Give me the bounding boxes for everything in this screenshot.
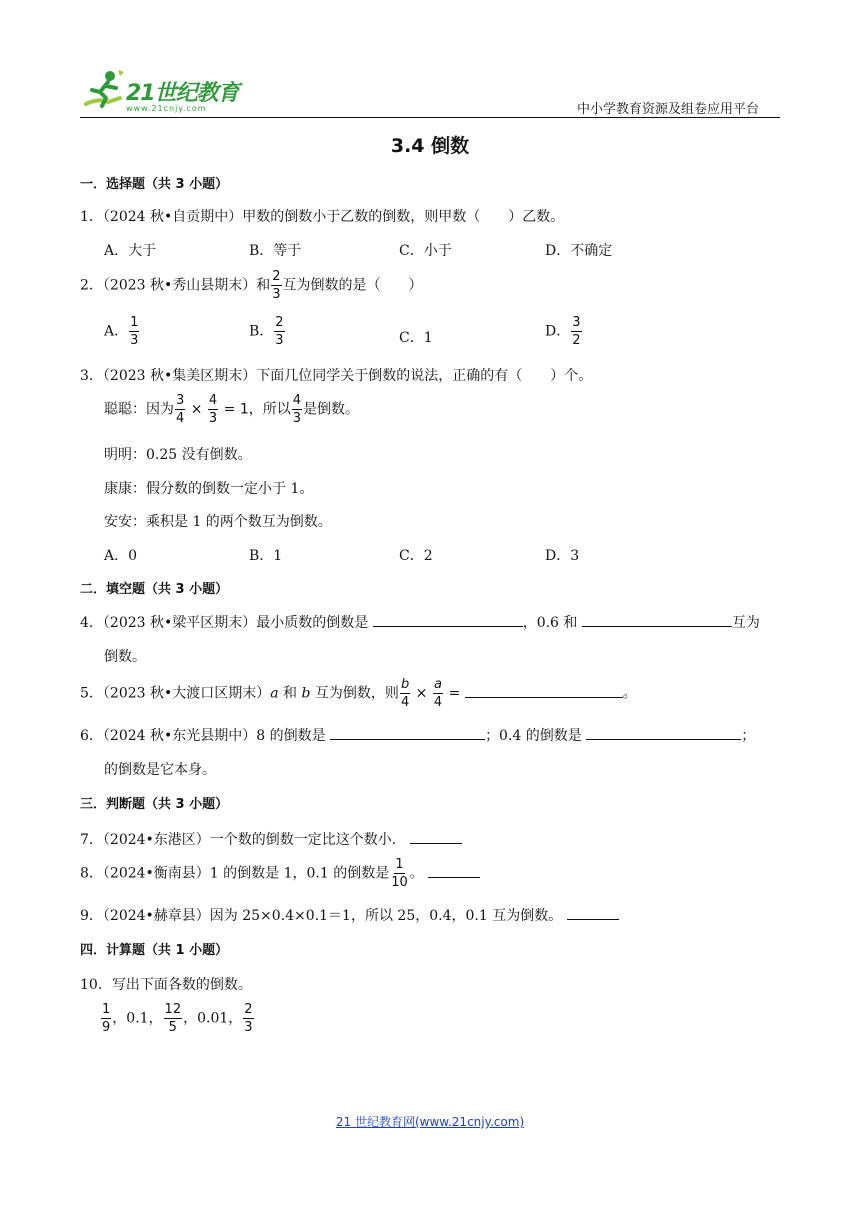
q6-text-end: ； bbox=[741, 728, 756, 744]
q4-blank-2[interactable] bbox=[582, 612, 732, 627]
question-7 bbox=[80, 829, 462, 849]
question-10: 10．写出下面各数的倒数。 bbox=[80, 977, 252, 993]
q8-text-post: 。 bbox=[409, 865, 424, 882]
q2-d-den: 2 bbox=[572, 333, 581, 348]
q2-option-b-fraction bbox=[274, 316, 284, 347]
q10-f1-den: 9 bbox=[102, 1020, 111, 1035]
q3-option-a: A．0 bbox=[104, 548, 138, 564]
section-heading-choice: 一．选择题（共 3 小题） bbox=[80, 177, 229, 192]
section-heading-calc: 四．计算题（共 1 小题） bbox=[80, 943, 229, 958]
q5-text-mid: 互为倒数，则 bbox=[310, 685, 399, 702]
q4-text-post: 互为 bbox=[731, 615, 760, 631]
q3-f1-num: 3 bbox=[176, 393, 185, 408]
q3-l1-pre: 聪聪：因为 bbox=[104, 401, 174, 418]
q6-line-2: 的倒数是它本身。 bbox=[104, 762, 216, 778]
q2-option-d-fraction bbox=[571, 316, 581, 347]
q2-b-num: 2 bbox=[275, 315, 284, 330]
q8-text-pre: 8．（2024•衡南县）1 的倒数是 1，0.1 的倒数是 bbox=[80, 865, 390, 882]
question-1: 1．（2024 秋•自贡期中）甲数的倒数小于乙数的倒数，则甲数（ ）乙数。 bbox=[80, 209, 565, 225]
q6-text-mid: ；0.4 的倒数是 bbox=[485, 728, 582, 744]
q4-line-2: 倒数。 bbox=[104, 649, 146, 665]
q2-a-den: 3 bbox=[130, 333, 139, 348]
q3-option-b: B．1 bbox=[249, 548, 283, 564]
q5-blank[interactable] bbox=[465, 683, 623, 698]
section-heading-fill: 二．填空题（共 3 小题） bbox=[80, 582, 229, 597]
q3-option-c: C．2 bbox=[399, 548, 433, 564]
q3-f3-num: 4 bbox=[292, 393, 302, 408]
q2-b-den: 3 bbox=[275, 333, 284, 348]
q9-text: 9．（2024•赫章县）因为 25×0.4×0.1＝1，所以 25，0.4，0.1 互为倒数。 bbox=[80, 908, 563, 924]
q3-frac-4-3-b bbox=[292, 394, 302, 425]
q2-d-num: 3 bbox=[572, 315, 581, 330]
q6-text-pre: 6．（2024 秋•东光县期中）8 的倒数是 bbox=[80, 728, 326, 744]
q3-statement-anan: 安安：乘积是 1 的两个数互为倒数。 bbox=[104, 514, 332, 530]
q1-option-a: A．大于 bbox=[104, 243, 157, 259]
q2-text-pre: 2．（2023 秋•秀山县期末）和 bbox=[80, 277, 271, 294]
platform-name: 中小学教育资源及组卷应用平台 bbox=[577, 102, 760, 117]
question-8 bbox=[80, 858, 480, 889]
q10-f1-num: 1 bbox=[102, 1002, 111, 1017]
q2-option-d bbox=[545, 316, 583, 347]
q2-frac-num: 2 bbox=[272, 269, 281, 284]
q3-equals-one: = 1 bbox=[223, 401, 249, 418]
q3-option-d: D．3 bbox=[545, 548, 580, 564]
logo bbox=[80, 68, 250, 118]
q1-option-b: B．等于 bbox=[249, 243, 302, 259]
header-rule bbox=[80, 117, 780, 118]
q4-blank-1[interactable] bbox=[373, 612, 523, 627]
q2-a-num: 1 bbox=[130, 315, 139, 330]
q5-frac-b-4 bbox=[400, 678, 410, 709]
q5-text-end: 。 bbox=[622, 685, 637, 702]
q10-f2-num: 12 bbox=[164, 1002, 182, 1017]
section-heading-judge: 三．判断题（共 3 小题） bbox=[80, 797, 229, 812]
q5-f1-den: 4 bbox=[400, 695, 410, 710]
q5-times: × bbox=[415, 685, 428, 702]
q8-num: 1 bbox=[395, 857, 404, 872]
q1-option-c: C．小于 bbox=[399, 243, 452, 259]
q10-sep-2: ，0.01， bbox=[183, 1010, 243, 1027]
page-title: 3.4 倒数 bbox=[390, 135, 470, 157]
question-5 bbox=[80, 678, 637, 709]
logo-url-text: www.21cnjy.com bbox=[126, 104, 207, 113]
q4-text-mid: ，0.6 和 bbox=[522, 615, 578, 631]
q4-text-pre: 4．（2023 秋•梁平区期末）最小质数的倒数是 bbox=[80, 615, 369, 631]
q10-frac-1-9 bbox=[101, 1003, 111, 1034]
q3-times: × bbox=[190, 401, 203, 418]
q3-l1-post: 是倒数。 bbox=[303, 401, 360, 418]
q3-f3-den: 3 bbox=[292, 411, 302, 426]
q5-f1-num: b bbox=[400, 677, 410, 692]
q3-statement-kangkang: 康康：假分数的倒数一定小于 1。 bbox=[104, 481, 314, 497]
q2-text-post: 互为倒数的是（ ） bbox=[282, 277, 423, 294]
q8-den: 10 bbox=[391, 875, 408, 890]
question-9 bbox=[80, 905, 619, 925]
q5-text-pre: 5．（2023 秋•大渡口区期末） bbox=[80, 685, 271, 702]
q6-blank-1[interactable] bbox=[330, 725, 485, 740]
q10-f3-den: 3 bbox=[244, 1020, 253, 1035]
q3-f2-den: 3 bbox=[208, 411, 218, 426]
q8-frac-1-10 bbox=[390, 858, 409, 889]
question-6 bbox=[80, 725, 755, 745]
q3-f2-num: 4 bbox=[208, 393, 218, 408]
q10-frac-2-3 bbox=[243, 1003, 253, 1034]
q3-statement-congcong bbox=[104, 394, 359, 425]
question-3: 3．（2023 秋•集美区期末）下面几位同学关于倒数的说法，正确的有（ ）个。 bbox=[80, 368, 593, 384]
q5-var-b: b bbox=[301, 685, 311, 702]
q7-text: 7．（2024•东港区）一个数的倒数一定比这个数小． bbox=[80, 832, 406, 848]
q2-option-a bbox=[104, 316, 140, 347]
q5-equals: = bbox=[448, 685, 461, 702]
q8-answer-blank[interactable] bbox=[428, 863, 480, 878]
q2-fraction bbox=[271, 270, 281, 301]
q2-option-b-label: B． bbox=[249, 323, 274, 340]
q5-f2-den: 4 bbox=[433, 695, 443, 710]
runner-icon bbox=[80, 68, 126, 112]
q3-f1-den: 4 bbox=[176, 411, 185, 426]
q10-f3-num: 2 bbox=[244, 1002, 253, 1017]
q10-frac-12-5 bbox=[164, 1003, 183, 1034]
logo-main-text: 21世纪教育 bbox=[126, 81, 239, 106]
footer-link[interactable]: 21 世纪教育网(www.21cnjy.com) bbox=[335, 1115, 525, 1129]
q9-answer-blank[interactable] bbox=[567, 905, 619, 920]
q2-option-b bbox=[249, 316, 286, 347]
q10-sep-1: ，0.1， bbox=[112, 1010, 163, 1027]
q2-option-d-label: D． bbox=[545, 323, 571, 340]
q3-frac-4-3 bbox=[208, 394, 218, 425]
q5-f2-num: a bbox=[434, 677, 442, 692]
question-2 bbox=[80, 270, 423, 301]
q6-blank-2[interactable] bbox=[586, 725, 741, 740]
q5-and: 和 bbox=[278, 685, 302, 702]
q2-option-a-label: A． bbox=[104, 323, 129, 340]
q2-option-c: C．1 bbox=[399, 330, 433, 346]
q10-numbers bbox=[100, 1003, 255, 1034]
q3-frac-3-4 bbox=[175, 394, 185, 425]
q3-statement-mingming: 明明：0.25 没有倒数。 bbox=[104, 447, 252, 463]
q2-frac-den: 3 bbox=[272, 287, 281, 302]
q7-answer-blank[interactable] bbox=[410, 829, 462, 844]
question-4 bbox=[80, 612, 760, 632]
q1-option-d: D．不确定 bbox=[545, 243, 613, 259]
q5-frac-a-4 bbox=[433, 678, 443, 709]
q10-f2-den: 5 bbox=[168, 1020, 177, 1035]
q3-l1-mid: ，所以 bbox=[248, 401, 291, 418]
q2-option-a-fraction bbox=[129, 316, 139, 347]
q5-var-a: a bbox=[270, 685, 279, 702]
